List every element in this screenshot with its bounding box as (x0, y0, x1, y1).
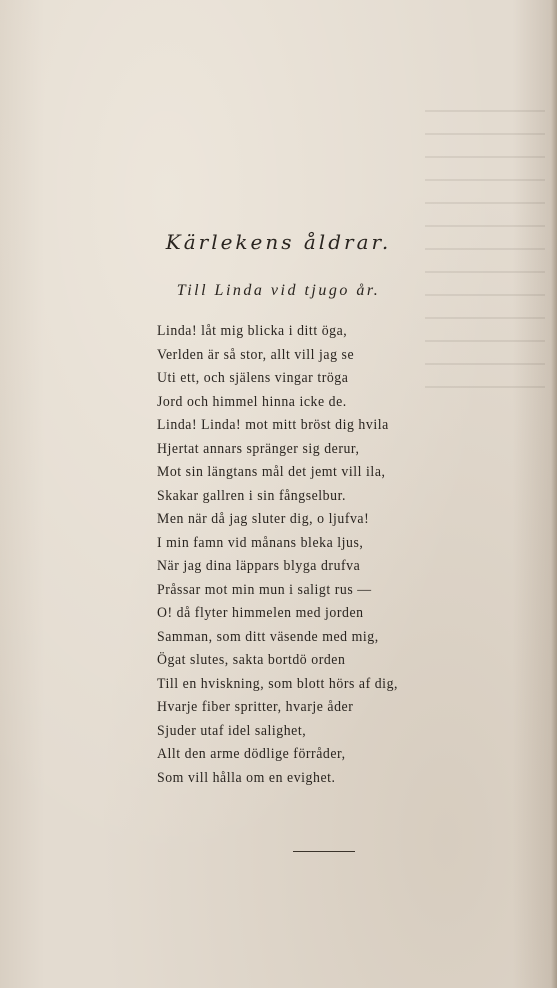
poem-line: Men när då jag sluter dig, o ljufva! (157, 511, 370, 527)
poem-line: Allt den arme dödlige förråder, (157, 746, 346, 762)
poem-line: O! då flyter himmelen med jorden (157, 605, 364, 621)
poem-body (157, 320, 497, 790)
poem-line: Hjertat annars spränger sig derur, (157, 440, 360, 457)
poem-line: Samman, som ditt väsende med mig, (157, 628, 379, 645)
poem-line: Uti ett, och själens vingar tröga (157, 370, 349, 386)
poem-line: Verlden är så stor, allt vill jag se (157, 346, 355, 363)
poem-line: Sjuder utaf idel salighet, (157, 722, 307, 739)
poem-line: Mot sin längtans mål det jemt vill ila, (157, 464, 386, 480)
page-edge-shadow (551, 0, 557, 988)
poem-line: Till en hviskning, som blott hörs af dig, (157, 675, 399, 692)
poem-title: Kärlekens åldrar. (165, 230, 392, 254)
poem-line: Som vill hålla om en evighet. (157, 769, 336, 786)
end-rule (293, 851, 355, 852)
poem-line: Ögat slutes, sakta bortdö orden (157, 652, 346, 668)
poem-line: Linda! Linda! mot mitt bröst dig hvila (157, 417, 389, 433)
poem-line: Pråssar mot min mun i saligt rus — (157, 581, 372, 598)
poem-dedication: Till Linda vid tjugo år. (176, 282, 381, 299)
poem-line: I min famn vid månans bleka ljus, (157, 534, 364, 551)
poem-line: När jag dina läppars blyga drufva (157, 558, 361, 574)
poem-line: Skakar gallren i sin fångselbur. (157, 487, 346, 504)
poem-line: Hvarje fiber spritter, hvarje åder (157, 699, 354, 715)
poem-line: Jord och himmel hinna icke de. (157, 393, 347, 410)
poem-line: Linda! låt mig blicka i ditt öga, (157, 323, 348, 339)
